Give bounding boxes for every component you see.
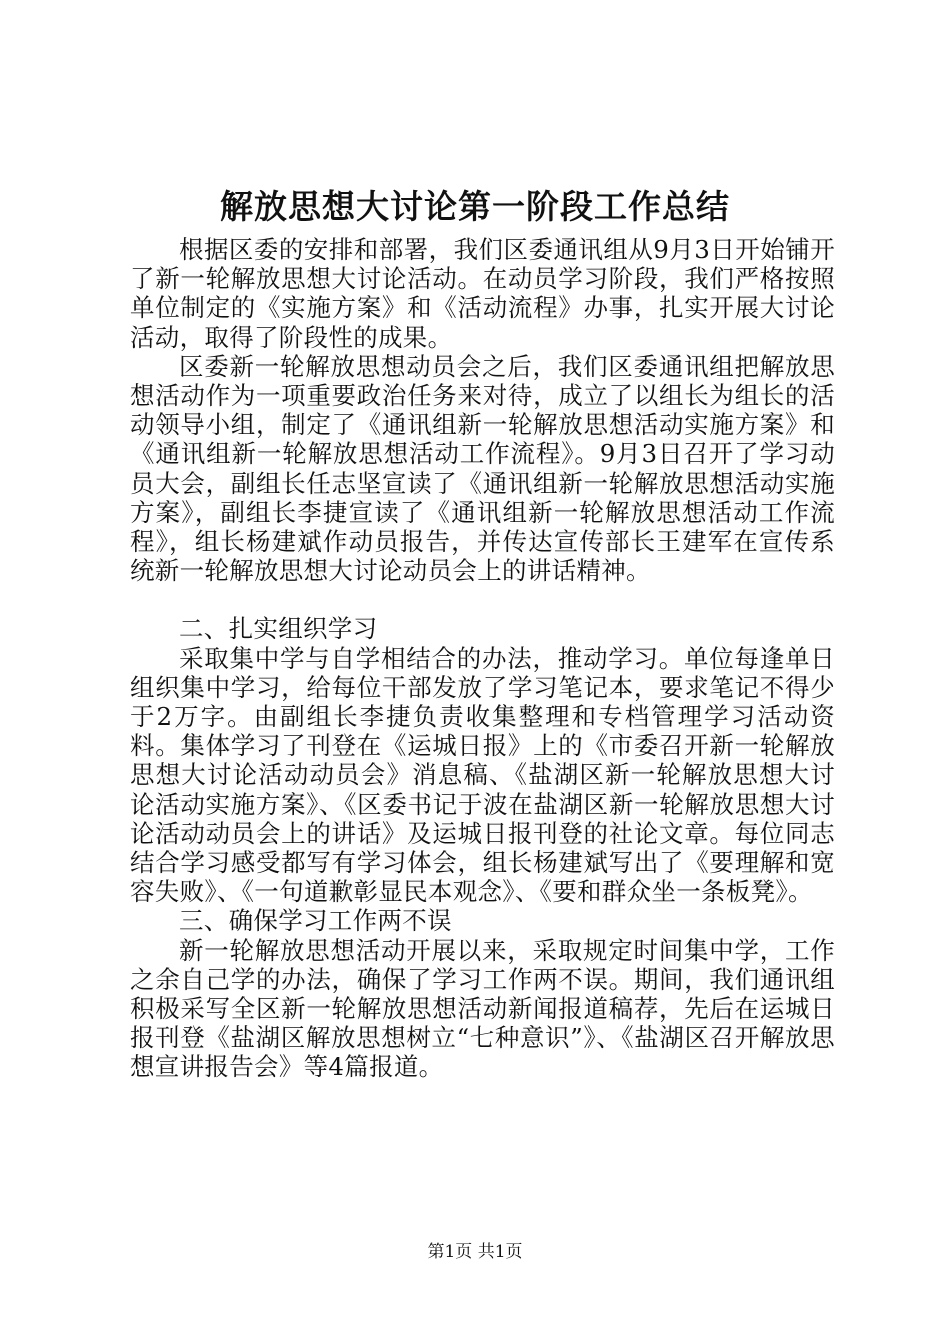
intro-paragraph: 根据区委的安排和部署，我们区委通讯组从9月3日开始铺开了新一轮解放思想大讨论活动。在动员学习阶段，我们严格按照单位制定的《实施方案》和《活动流程》办事，扎实开展大讨论活动，取得了阶段性的成果。 (130, 235, 835, 352)
study-work-balance-paragraph: 新一轮解放思想活动开展以来，采取规定时间集中学，工作之余自己学的办法，确保了学习工作两不误。期间，我们通讯组积极采写全区新一轮解放思想活动新闻报道稿荐，先后在运城日报刊登《盐湖区解放思想树立“七种意识”》、《盐湖区召开解放思想宣讲报告会》等4篇报道。 (130, 935, 835, 1082)
page-title: 解放思想大讨论第一阶段工作总结 (220, 187, 730, 226)
section-heading-organize-study: 二、扎实组织学习 (179, 614, 378, 644)
page-footer: 第1页 共1页 (427, 1242, 523, 1262)
section-heading-study-work-balance: 三、确保学习工作两不误 (179, 906, 452, 936)
paragraph-gap (130, 585, 835, 614)
mobilization-paragraph: 区委新一轮解放思想动员会之后，我们区委通讯组把解放思想活动作为一项重要政治任务来对待，成立了以组长为组长的活动领导小组，制定了《通讯组新一轮解放思想活动实施方案》和《通讯组新一轮解放思想活动工作流程》。9月3日召开了学习动员大会，副组长任志坚宣读了《通讯组新一轮解放思想活动实施方案》，副组长李捷宣读了《通讯组新一轮解放思想活动工作流程》，组长杨建斌作动员报告，并传达宣传部长王建军在宣传系统新一轮解放思想大讨论动员会上的讲话精神。 (130, 351, 835, 586)
organize-study-paragraph: 采取集中学与自学相结合的办法，推动学习。单位每逢单日组织集中学习，给每位干部发放了学习笔记本，要求笔记不得少于2万字。由副组长李捷负责收集整理和专档管理学习活动资料。集体学习了刊登在《运城日报》上的《市委召开新一轮解放思想大讨论活动动员会》消息稿、《盐湖区新一轮解放思想大讨论活动实施方案》、《区委书记于波在盐湖区新一轮解放思想大讨论活动动员会上的讲话》及运城日报刊登的社论文章。每位同志结合学习感受都写有学习体会，组长杨建斌写出了《要理解和宽容失败》、《一句道歉彰显民本观念》、《要和群众坐一条板凳》。 (130, 643, 835, 907)
document-body (130, 235, 835, 1082)
